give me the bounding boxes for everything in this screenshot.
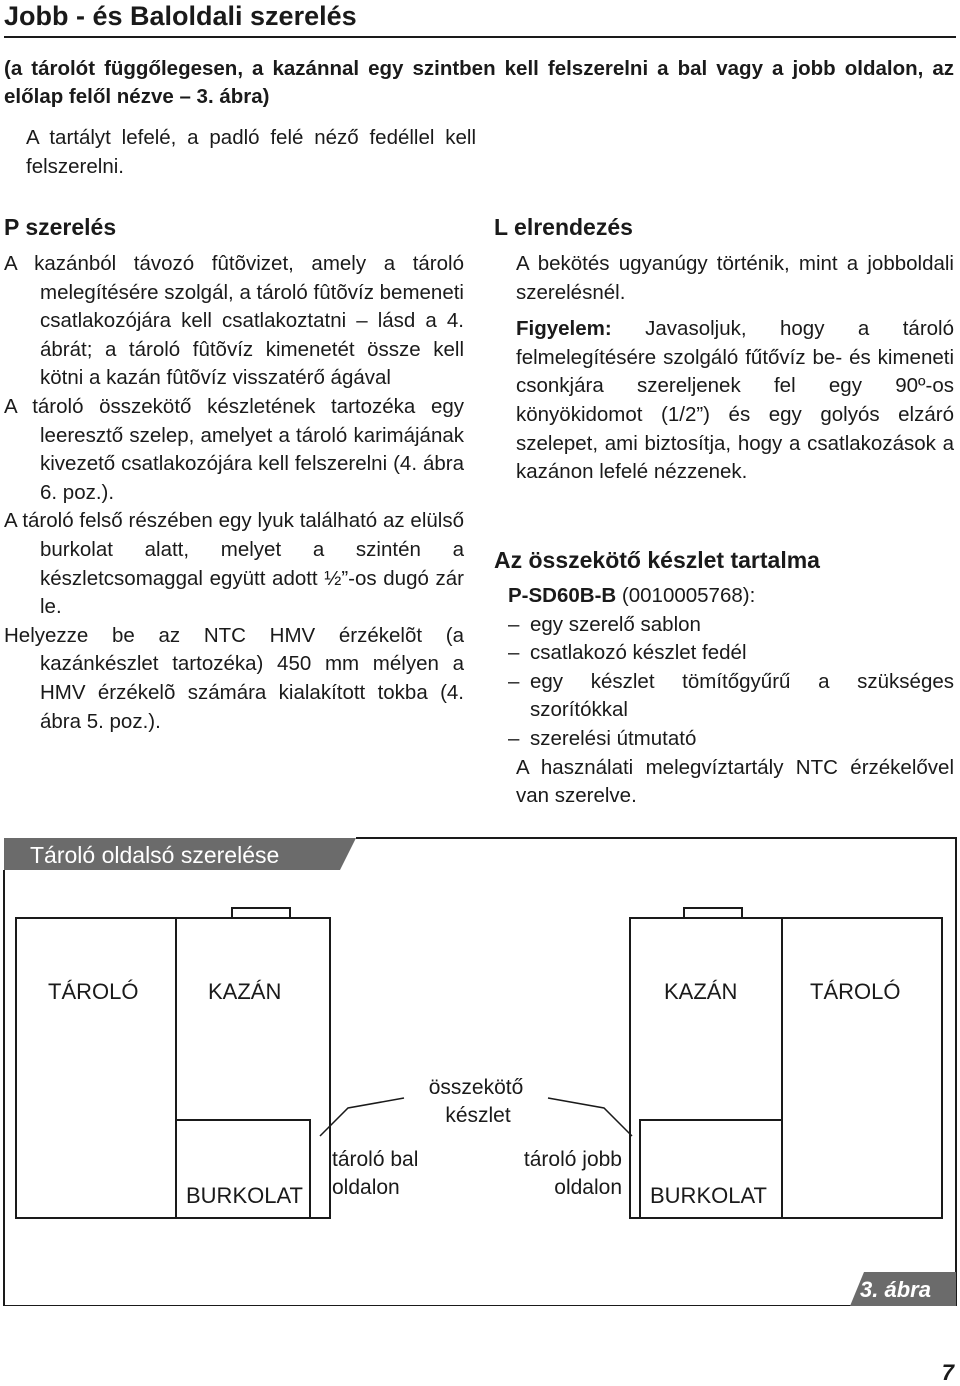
label-storage-left: TÁROLÓ xyxy=(48,979,139,1004)
kit-code: P-SD60B-B xyxy=(508,584,617,607)
l-section-heading: L elrendezés xyxy=(494,214,633,240)
boiler-right-top xyxy=(684,908,742,918)
figure-frame xyxy=(4,838,956,1306)
list-item xyxy=(508,611,954,640)
p-section-para-3: A tároló felső részében egy lyuk található az elülső burkolat alatt, melyet a szintén a készletcsomaggal együtt adott ½”-os dugó zár le. xyxy=(4,509,464,619)
boiler-left-top xyxy=(232,908,290,918)
label-boiler-left: KAZÁN xyxy=(208,979,282,1004)
dash-marker: – xyxy=(508,641,520,665)
l-section-body xyxy=(516,250,954,487)
label-kit-line-2: készlet xyxy=(445,1104,511,1127)
dash-marker: – xyxy=(508,612,520,636)
label-left-side-2: oldalon xyxy=(332,1176,400,1199)
l-section-warning xyxy=(516,315,954,487)
p-section-body xyxy=(4,250,464,736)
warning-text: Javasoljuk, hogy a tároló felmelegítésére szolgáló fűtővíz be- és kimeneti csonkjára szereljenek fel egy 90º-os könyökidomot (1/2”) és egy golyós elzáró szelepet, ami biztosítja, hogy a csatlakozások a kazánon lefelé nézzenek. xyxy=(516,317,954,484)
list-item xyxy=(508,668,954,725)
label-kit-line-1: összekötő xyxy=(428,1076,524,1099)
storage-tank-left xyxy=(16,918,176,1218)
kit-item-text: csatlakozó készlet fedél xyxy=(530,641,747,665)
kit-heading: Az összekötő készlet tartalma xyxy=(494,547,820,573)
subtitle: (a tárolót függőlegesen, a kazánnal egy szintben kell felszerelni a bal vagy a jobb oldalon, az előlap felől nézve – 3. ábra) xyxy=(4,57,954,108)
leader-line-left xyxy=(320,1098,404,1136)
label-cover-right: BURKOLAT xyxy=(650,1183,767,1208)
label-right-side-2: oldalon xyxy=(554,1176,622,1199)
leader-line-right xyxy=(548,1098,632,1136)
label-right-side-1: tároló jobb xyxy=(523,1148,622,1171)
p-section-para-1: A kazánból távozó fûtõvizet, amely a tároló melegítésére szolgál, a tároló fûtõvíz bemeneti csatlakozójára kell csatlakoztatni – lásd a 4. ábrát; a tároló fûtõvíz kimenetét össze kell kötni a kazán fûtõvíz visszatérő ágával xyxy=(4,252,464,390)
figure-banner-text: Tároló oldalsó szerelése xyxy=(30,842,280,868)
list-item xyxy=(508,639,954,668)
p-section-heading: P szerelés xyxy=(4,214,117,240)
label-storage-right: TÁROLÓ xyxy=(810,979,901,1004)
kit-item-text: szerelési útmutató xyxy=(530,726,697,750)
kit-item-text: egy készlet tömítőgyűrű a szükséges szorítókkal xyxy=(530,669,954,722)
list-item xyxy=(508,725,954,754)
l-section-para-1: A bekötés ugyanúgy történik, mint a jobboldali szerelésnél. xyxy=(516,252,954,304)
dash-marker: – xyxy=(508,669,520,693)
kit-code-suffix: (0010005768): xyxy=(616,584,756,607)
intro-paragraph: A tartályt lefelé, a padló felé néző fedéllel kell felszerelni. xyxy=(26,126,476,178)
label-cover-left: BURKOLAT xyxy=(186,1183,303,1208)
p-section-para-2: A tároló összekötő készletének tartozéka egy leeresztő szelep, amelyet a tároló karimájának kivezető csatlakozójára kell felszerelni (4. ábra 6. poz.). xyxy=(4,394,464,504)
storage-tank-right xyxy=(782,918,942,1218)
dash-marker: – xyxy=(508,726,520,750)
kit-code-line xyxy=(508,582,954,611)
boiler-right xyxy=(630,918,782,1218)
page-number: 7 xyxy=(941,1360,954,1385)
figure-caption: 3. ábra xyxy=(860,1277,931,1302)
label-boiler-right: KAZÁN xyxy=(664,979,738,1004)
kit-contents xyxy=(508,582,954,811)
page-title: Jobb - és Baloldali szerelés xyxy=(4,1,357,31)
kit-note: A használati melegvíztartály NTC érzékelővel van szerelve. xyxy=(516,755,954,808)
boiler-left xyxy=(176,918,330,1218)
figure-3 xyxy=(0,836,960,1306)
warning-label: Figyelem: xyxy=(516,317,612,341)
title-rule xyxy=(4,36,956,38)
p-section-para-4: Helyezze be az NTC HMV érzékelõt (a kazánkészlet tartozéka) 450 mm mélyen a HMV érzékelõ számára kialakított tokba (4. ábra 5. poz.). xyxy=(4,623,464,733)
label-left-side-1: tároló bal xyxy=(332,1148,419,1171)
kit-item-text: egy szerelő sablon xyxy=(530,612,701,636)
